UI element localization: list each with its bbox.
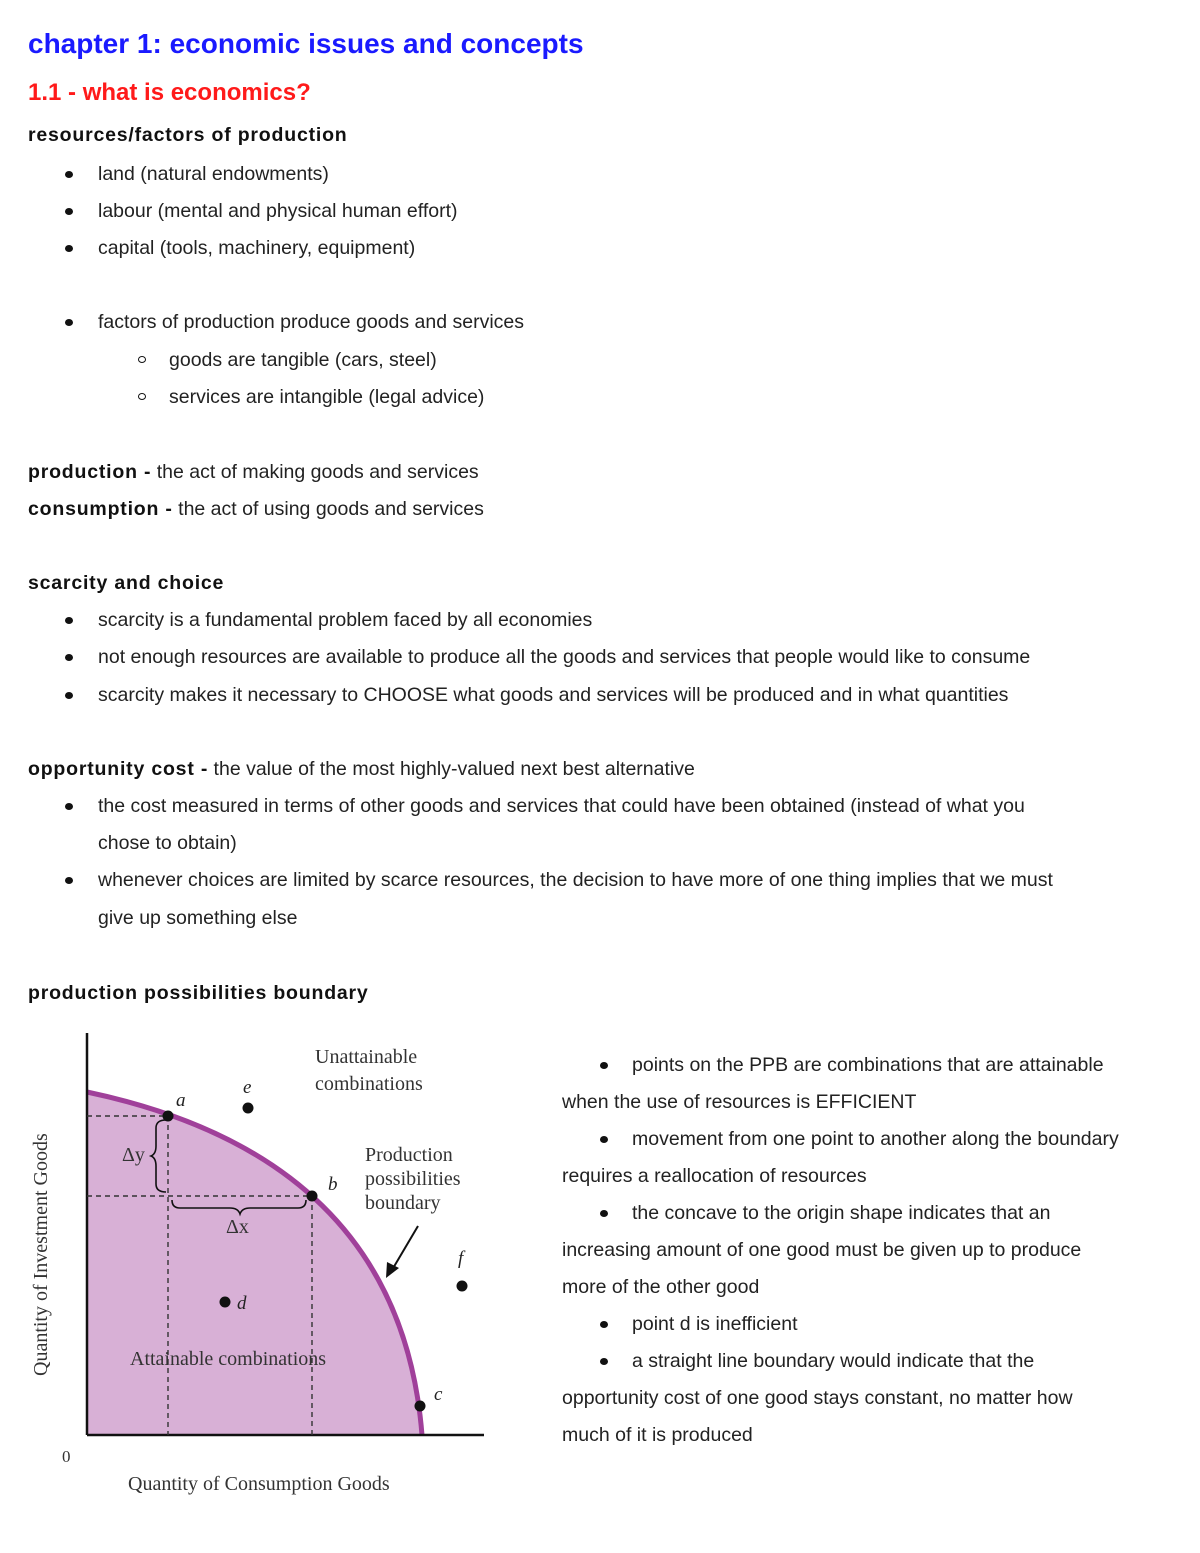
list-item: factors of production produce goods and services	[98, 311, 525, 333]
resources-heading: resources/factors of production	[28, 124, 348, 146]
consumption-definition	[28, 497, 484, 521]
list-item: whenever choices are limited by scarce resources, the decision to have more of one thing implies that we must	[98, 869, 1053, 891]
list-item: scarcity is a fundamental problem faced by all economies	[98, 609, 593, 631]
delta-y-label: Δy	[122, 1144, 145, 1166]
boundary-arrow	[392, 1226, 418, 1270]
point-label-a: a	[176, 1090, 186, 1111]
term: consumption -	[28, 498, 173, 520]
definition: the act of making goods and services	[151, 461, 479, 483]
ppb-heading: production possibilities boundary	[28, 982, 369, 1004]
production-definition	[28, 460, 479, 484]
point-a	[163, 1111, 174, 1122]
boundary-label: boundary	[365, 1192, 441, 1214]
note-bullet: points on the PPB are combinations that are attainable	[562, 1047, 1182, 1084]
list-item: the cost measured in terms of other goods and services that could have been obtained (instead of what you	[98, 795, 1025, 817]
term: production -	[28, 461, 152, 483]
attainable-label: Attainable combinations	[130, 1348, 327, 1370]
note-continuation: requires a reallocation of resources	[562, 1165, 867, 1187]
sub-list-item: goods are tangible (cars, steel)	[169, 349, 437, 371]
point-d	[220, 1297, 231, 1308]
note-continuation: much of it is produced	[562, 1424, 753, 1446]
note-bullet: a straight line boundary would indicate that the	[562, 1343, 1182, 1380]
note-continuation: opportunity cost of one good stays constant, no matter how	[562, 1387, 1073, 1409]
delta-x-label: Δx	[226, 1216, 249, 1238]
unattainable-label: Unattainable	[315, 1046, 418, 1068]
point-b	[307, 1191, 318, 1202]
boundary-label: Production	[365, 1144, 453, 1166]
x-axis-label: Quantity of Consumption Goods	[128, 1473, 390, 1495]
scarcity-heading: scarcity and choice	[28, 572, 225, 594]
point-label-b: b	[328, 1174, 338, 1195]
arrow-head-icon	[386, 1262, 399, 1278]
note-bullet: movement from one point to another along the boundary	[562, 1121, 1182, 1158]
sub-list-item: services are intangible (legal advice)	[169, 386, 485, 408]
ppb-figure	[20, 1028, 500, 1500]
definition: the act of using goods and services	[172, 498, 484, 520]
list-item: scarcity makes it necessary to CHOOSE what goods and services will be produced and in what quantities	[98, 684, 1009, 706]
origin-label: 0	[62, 1447, 71, 1466]
note-bullet: the concave to the origin shape indicates that an	[562, 1195, 1182, 1232]
list-item: labour (mental and physical human effort)	[98, 200, 458, 222]
point-label-f: f	[458, 1248, 464, 1269]
boundary-label: possibilities	[365, 1168, 461, 1190]
note-continuation: when the use of resources is EFFICIENT	[562, 1091, 917, 1113]
unattainable-label: combinations	[315, 1073, 423, 1095]
point-label-d: d	[237, 1293, 247, 1314]
list-item: land (natural endowments)	[98, 163, 329, 185]
point-f	[457, 1281, 468, 1292]
ppb-notes	[562, 1047, 1182, 1454]
list-item-continuation: chose to obtain)	[98, 832, 237, 854]
list-item-continuation: give up something else	[98, 907, 298, 929]
chapter-title: chapter 1: economic issues and concepts	[28, 28, 584, 59]
term: opportunity cost -	[28, 758, 209, 780]
point-c	[415, 1401, 426, 1412]
point-label-c: c	[434, 1384, 443, 1405]
opportunity-cost-definition	[28, 757, 695, 781]
note-bullet: point d is inefficient	[562, 1306, 1182, 1343]
definition: the value of the most highly-valued next best alternative	[208, 758, 695, 780]
point-label-e: e	[243, 1077, 252, 1098]
list-item: not enough resources are available to produce all the goods and services that people would like to consume	[98, 646, 1031, 668]
note-continuation: more of the other good	[562, 1276, 760, 1298]
point-e	[243, 1103, 254, 1114]
y-axis-label: Quantity of Investment Goods	[30, 1133, 52, 1376]
list-item: capital (tools, machinery, equipment)	[98, 237, 416, 259]
section-title: 1.1 - what is economics?	[28, 79, 311, 106]
note-continuation: increasing amount of one good must be given up to produce	[562, 1239, 1082, 1261]
